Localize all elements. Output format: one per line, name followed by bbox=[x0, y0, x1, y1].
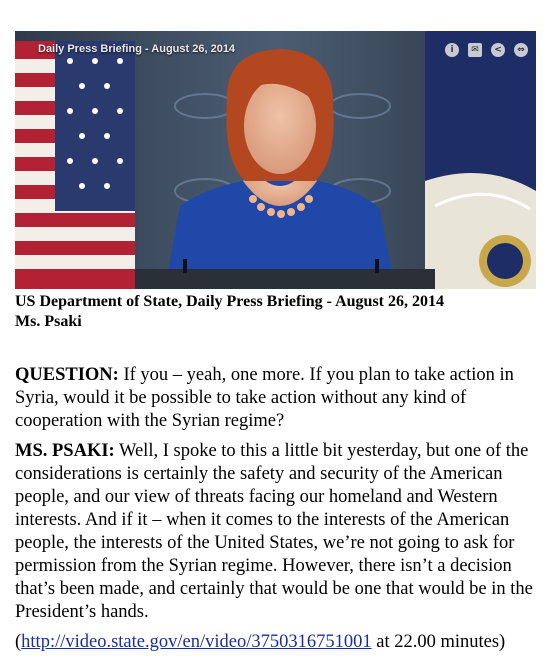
source-tail: at 22.00 minutes) bbox=[371, 632, 506, 652]
video-controls bbox=[445, 43, 528, 57]
answer-paragraph bbox=[15, 440, 555, 624]
caption-title: US Department of State, Daily Press Briefing - August 26, 2014 bbox=[15, 293, 445, 310]
email-icon[interactable]: ✉ bbox=[468, 43, 482, 57]
video-frame bbox=[15, 31, 536, 289]
info-icon[interactable]: i bbox=[445, 43, 459, 57]
answer-text: Well, I spoke to this a little bit yesterday, but one of the considerations is certainly the safety and security of the American people, and our view of threats facing our homeland and Western interests. And if it – when it comes to the interests of the American people, the interests of the United States, we’re not going to ask for permission from the Syrian regime. However, there isn’t a decision that’s been made, and certainly that would be one that would be in the President’s hands. bbox=[15, 441, 533, 622]
caption-speaker: Ms. Psaki bbox=[15, 313, 82, 330]
answer-speaker: MS. PSAKI: bbox=[15, 441, 115, 461]
share-icon[interactable]: < bbox=[491, 43, 505, 57]
state-flag bbox=[425, 31, 536, 289]
question-text: If you – yeah, one more. If you plan to take action in Syria, would it be possible to take action without any kind of cooperation with the Syrian regime? bbox=[15, 365, 514, 431]
video-caption bbox=[15, 292, 444, 332]
video-overlay-title: Daily Press Briefing - August 26, 2014 bbox=[38, 43, 236, 55]
video-player[interactable] bbox=[15, 31, 536, 289]
source-link[interactable]: http://video.state.gov/en/video/3750316751001 bbox=[21, 632, 372, 652]
source-open-paren: ( bbox=[15, 632, 22, 652]
question-speaker: QUESTION: bbox=[15, 365, 119, 385]
transcript bbox=[15, 364, 555, 661]
question-paragraph bbox=[15, 364, 555, 433]
embed-icon[interactable]: ⇔ bbox=[514, 43, 528, 57]
source-paragraph bbox=[15, 631, 555, 654]
us-flag bbox=[15, 41, 135, 289]
